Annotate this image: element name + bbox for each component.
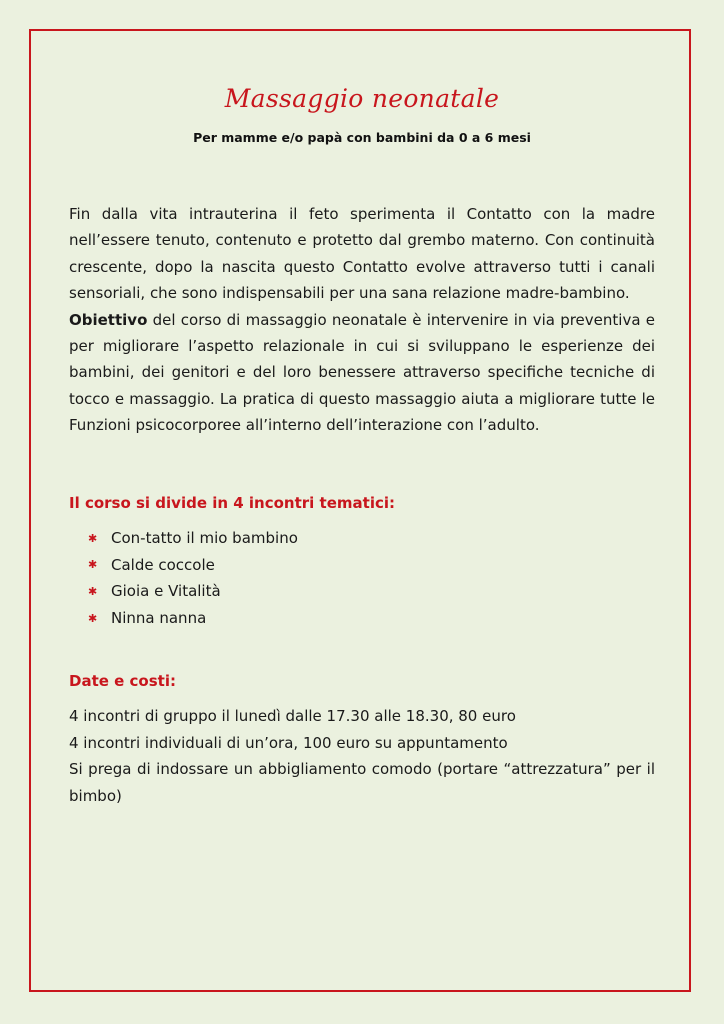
costs-line-clothing-end: bimbo) <box>69 786 122 805</box>
list-item-label: Calde coccole <box>111 555 215 574</box>
list-item-label: Con-tatto il mio bambino <box>111 529 298 547</box>
asterisk-icon: ✱ <box>88 611 98 625</box>
course-topics-list <box>88 525 298 631</box>
list-item <box>88 552 298 579</box>
costs-line-group: 4 incontri di gruppo il lunedì dalle 17.30 alle 18.30, 80 euro <box>69 707 516 725</box>
list-item <box>88 578 298 605</box>
asterisk-icon: ✱ <box>88 531 98 545</box>
costs-heading: Date e costi: <box>69 672 176 690</box>
asterisk-icon: ✱ <box>88 558 98 572</box>
costs-line-individual: 4 incontri individuali di un’ora, 100 euro su appuntamento <box>69 733 508 752</box>
document-title: Massaggio neonatale <box>224 84 500 113</box>
objective-label: Obiettivo <box>69 310 148 329</box>
list-item-label: Gioia e Vitalità <box>111 582 221 601</box>
list-item <box>88 525 298 552</box>
asterisk-icon: ✱ <box>88 584 98 598</box>
list-item <box>88 605 298 632</box>
intro-text <box>69 201 655 439</box>
document-subtitle: Per mamme e/o papà con bambini da 0 a 6 mesi <box>193 130 531 145</box>
intro-paragraph-1: Fin dalla vita intrauterina il feto sperimenta il Contatto con la madre nell’essere tenuto, contenuto e protetto dal grembo materno. Con continuità crescente, dopo la nascita questo Contatto evolve attraverso tutti i canali sensoriali, che sono indispensabili per una sana relazione madre-bambino. <box>69 205 655 303</box>
costs-line-clothing: Si prega di indossare un abbigliamento comodo (portare “attrezzatura” per il <box>69 760 655 779</box>
intro-paragraph-2 <box>69 307 655 439</box>
objective-text: del corso di massaggio neonatale è intervenire in via preventiva e per migliorare l’aspetto relazionale in cui si sviluppano le esperienze dei bambini, dei genitori e del loro benessere attraverso specifiche tecniche di tocco e massaggio. La pratica di questo massaggio aiuta a migliorare tutte le Funzioni psicocorporee all’interno dell’interazione con l’adulto. <box>69 310 655 435</box>
course-heading: Il corso si divide in 4 incontri tematici: <box>69 494 395 512</box>
costs-text <box>69 703 655 809</box>
list-item-label: Ninna nanna <box>111 608 207 627</box>
